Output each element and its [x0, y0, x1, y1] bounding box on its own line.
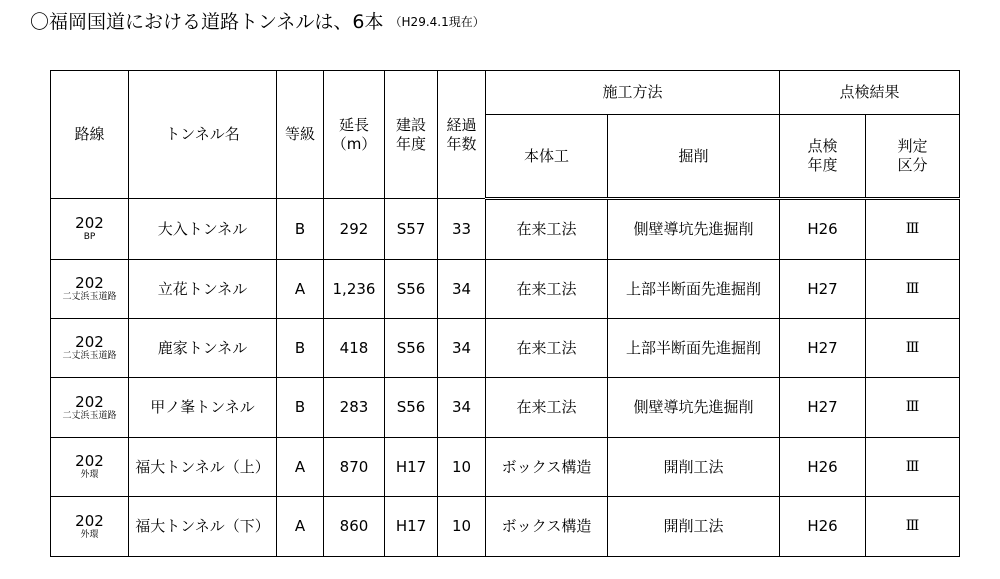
header-grade: 等級 [277, 71, 324, 199]
grade-cell: A [277, 438, 324, 497]
length-cell: 860 [324, 497, 385, 557]
excavation-cell: 開削工法 [608, 497, 780, 557]
excavation-cell: 側壁導坑先進掘削 [608, 378, 780, 438]
excavation-cell: 上部半断面先進掘削 [608, 319, 780, 378]
tunnel-name-cell: 福大トンネル（上） [129, 438, 277, 497]
table-header [51, 71, 960, 199]
route-cell: 202 BP [51, 199, 129, 260]
judgment-cell: Ⅲ [866, 199, 960, 260]
tunnel-name-cell: 福大トンネル（下） [129, 497, 277, 557]
built-year-cell: H17 [385, 438, 438, 497]
header-construction-method: 施工方法 [486, 71, 780, 115]
body-work-cell: ボックス構造 [486, 497, 608, 557]
route-cell: 202 外環 [51, 438, 129, 497]
built-year-cell: H17 [385, 497, 438, 557]
body-work-cell: 在来工法 [486, 260, 608, 319]
route-cell: 202 二丈浜玉道路 [51, 378, 129, 438]
header-elapsed-years: 経過 年数 [438, 71, 486, 199]
body-work-cell: 在来工法 [486, 378, 608, 438]
header-inspection-result: 点検結果 [780, 71, 960, 115]
built-year-cell: S56 [385, 319, 438, 378]
table-row [51, 260, 960, 319]
excavation-cell: 上部半断面先進掘削 [608, 260, 780, 319]
grade-cell: B [277, 199, 324, 260]
body-work-cell: 在来工法 [486, 199, 608, 260]
judgment-cell: Ⅲ [866, 497, 960, 557]
header-length: 延長 （m） [324, 71, 385, 199]
tunnel-table [50, 70, 960, 557]
table-body [51, 199, 960, 557]
inspection-year-cell: H27 [780, 260, 866, 319]
header-inspection-year: 点検 年度 [780, 115, 866, 199]
inspection-year-cell: H26 [780, 199, 866, 260]
excavation-cell: 側壁導坑先進掘削 [608, 199, 780, 260]
header-body-work: 本体工 [486, 115, 608, 199]
judgment-cell: Ⅲ [866, 438, 960, 497]
inspection-year-cell: H27 [780, 378, 866, 438]
route-cell: 202 外環 [51, 497, 129, 557]
elapsed-years-cell: 10 [438, 497, 486, 557]
length-cell: 283 [324, 378, 385, 438]
body-work-cell: ボックス構造 [486, 438, 608, 497]
header-judgment: 判定 区分 [866, 115, 960, 199]
title-date-note: （H29.4.1現在） [389, 15, 485, 29]
judgment-cell: Ⅲ [866, 378, 960, 438]
grade-cell: A [277, 260, 324, 319]
length-cell: 418 [324, 319, 385, 378]
excavation-cell: 開削工法 [608, 438, 780, 497]
length-cell: 292 [324, 199, 385, 260]
inspection-year-cell: H27 [780, 319, 866, 378]
inspection-year-cell: H26 [780, 497, 866, 557]
title-text: 〇福岡国道における道路トンネルは、6本 [30, 11, 384, 33]
header-excavation: 掘削 [608, 115, 780, 199]
elapsed-years-cell: 10 [438, 438, 486, 497]
length-cell: 1,236 [324, 260, 385, 319]
tunnel-name-cell: 鹿家トンネル [129, 319, 277, 378]
built-year-cell: S57 [385, 199, 438, 260]
length-cell: 870 [324, 438, 385, 497]
table-row [51, 378, 960, 438]
built-year-cell: S56 [385, 260, 438, 319]
header-built-year: 建設 年度 [385, 71, 438, 199]
tunnel-name-cell: 立花トンネル [129, 260, 277, 319]
inspection-year-cell: H26 [780, 438, 866, 497]
grade-cell: A [277, 497, 324, 557]
header-route: 路線 [51, 71, 129, 199]
elapsed-years-cell: 34 [438, 319, 486, 378]
judgment-cell: Ⅲ [866, 319, 960, 378]
table-row [51, 319, 960, 378]
judgment-cell: Ⅲ [866, 260, 960, 319]
grade-cell: B [277, 378, 324, 438]
header-name: トンネル名 [129, 71, 277, 199]
table-row [51, 438, 960, 497]
route-cell: 202 二丈浜玉道路 [51, 319, 129, 378]
table-row [51, 497, 960, 557]
grade-cell: B [277, 319, 324, 378]
body-work-cell: 在来工法 [486, 319, 608, 378]
page-title [30, 9, 485, 35]
built-year-cell: S56 [385, 378, 438, 438]
route-cell: 202 二丈浜玉道路 [51, 260, 129, 319]
elapsed-years-cell: 34 [438, 260, 486, 319]
elapsed-years-cell: 34 [438, 378, 486, 438]
table-row [51, 199, 960, 260]
tunnel-name-cell: 甲ノ峯トンネル [129, 378, 277, 438]
elapsed-years-cell: 33 [438, 199, 486, 260]
tunnel-name-cell: 大入トンネル [129, 199, 277, 260]
